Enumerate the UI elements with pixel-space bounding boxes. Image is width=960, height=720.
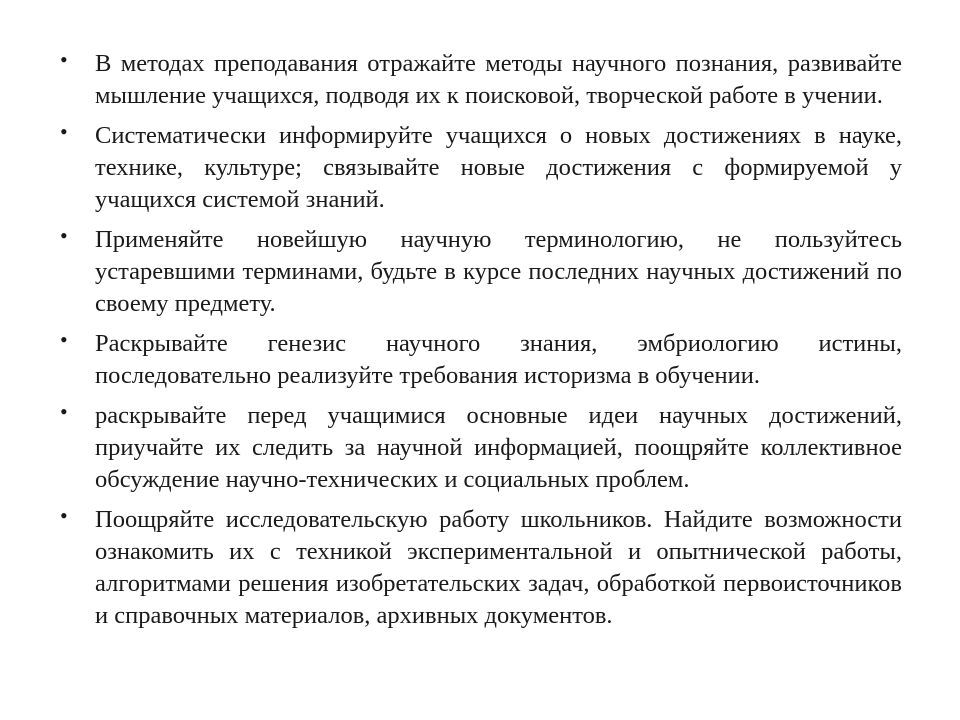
list-item xyxy=(60,48,902,112)
bullet-list xyxy=(60,48,902,632)
list-item xyxy=(60,120,902,216)
bullet-text: раскрывайте перед учащимися основные идеи научных достижений, приучайте их следить за научной информацией, поощряйте коллективное обсуждение научно-технических и социальных проблем. xyxy=(95,402,902,493)
bullet-icon: • xyxy=(60,47,68,72)
list-item xyxy=(60,328,902,392)
bullet-text: Систематически информируйте учащихся о новых достижениях в науке, технике, культуре; связывайте новые достижения с формируемой у учащихся системой знаний. xyxy=(95,122,902,213)
bullet-icon: • xyxy=(60,503,68,528)
bullet-icon: • xyxy=(60,399,68,424)
bullet-text: Поощряйте исследовательскую работу школьников. Найдите возможности ознакомить их с техникой экспериментальной и опытнической работы, алгоритмами решения изобретательских задач, обработкой первоисточников и справочных материалов, архивных документов. xyxy=(95,506,902,629)
list-item xyxy=(60,504,902,632)
bullet-icon: • xyxy=(60,327,68,352)
bullet-text: В методах преподавания отражайте методы научного познания, развивайте мышление учащихся, подводя их к поисковой, творческой работе в учении. xyxy=(95,50,902,109)
bullet-text: Раскрывайте генезис научного знания, эмбриологию истины, последовательно реализуйте требования историзма в обучении. xyxy=(95,330,902,389)
bullet-text: Применяйте новейшую научную терминологию, не пользуйтесь устаревшими терминами, будьте в курсе последних научных достижений по своему предмету. xyxy=(95,226,902,317)
bullet-icon: • xyxy=(60,223,68,248)
bullet-icon: • xyxy=(60,119,68,144)
list-item xyxy=(60,400,902,496)
list-item xyxy=(60,224,902,320)
